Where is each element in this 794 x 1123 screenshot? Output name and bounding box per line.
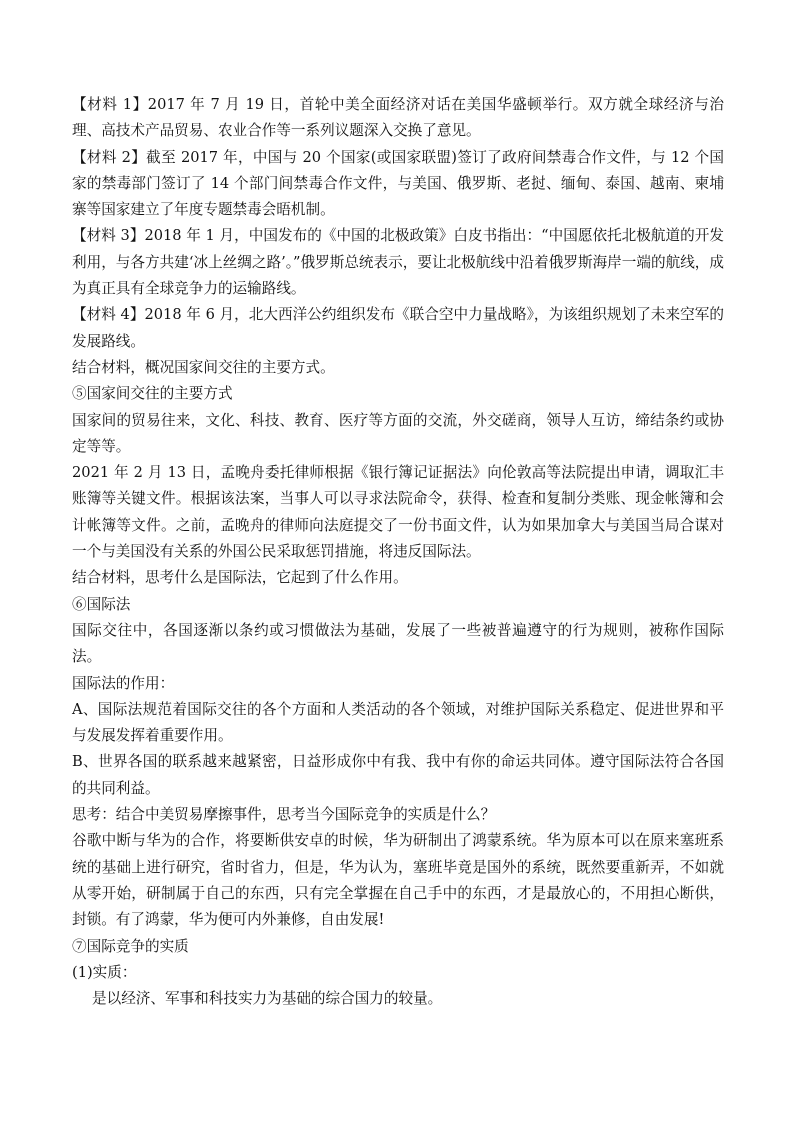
- functions-heading: 国际法的作用：: [72, 674, 175, 692]
- material-4-paragraph: 【材料 4】2018 年 6 月，北大西洋公约组织发布《联合空中力量战略》，为该组织规划了未来空军的发展路线。: [72, 306, 724, 350]
- section-heading-7: ⑦国际竞争的实质: [72, 937, 189, 955]
- definition-international-law: 国际交往中，各国逐渐以条约或习惯做法为基础，发展了一些被普遍遵守的行为规则，被称作国际法。: [72, 621, 724, 666]
- thinking-question: 思考：结合中美贸易摩擦事件，思考当今国际竞争的实质是什么？: [72, 806, 496, 824]
- section-heading-5: ⑤国家间交往的主要方式: [72, 385, 233, 403]
- function-b: B、世界各国的联系越来越紧密，日益形成你中有我、我中有你的命运共同体。遵守国际法符合各国的共同利益。: [72, 753, 724, 797]
- material-2-paragraph: 【材料 2】截至 2017 年，中国与 20 个国家(或国家联盟)签订了政府间禁毒合作文件，与 12 个国家的禁毒部门签订了 14 个部门间禁毒合作文件，与美国、俄罗斯、老挝、缅甸、泰国、越南、柬埔寨等国家建立了年度专题禁毒会晤机制。: [72, 148, 724, 219]
- material-3-paragraph: 【材料 3】2018 年 1 月，中国发布的《中国的北极政策》白皮书指出：“中国愿依托北极航道的开发利用，与各方共建‘冰上丝绸之路’。”俄罗斯总统表示，要让北极航线中沿着俄罗斯海岸一端的航线，成为真正具有全球竞争力的运输路线。: [72, 227, 724, 298]
- huawei-case-paragraph: 谷歌中断与华为的合作，将要断供安卓的时候，华为研制出了鸿蒙系统。华为原本可以在原来塞班系统的基础上进行研究，省时省力，但是，华为认为，塞班毕竟是国外的系统，既然要重新弄，不如就从零开始，研制属于自己的东西，只有完全掌握在自己手中的东西，才是最放心的，不用担心断供，封锁。有了鸿蒙，华为便可内外兼修，自由发展!: [72, 832, 724, 929]
- question-exchange-methods: 结合材料，概况国家间交往的主要方式。: [72, 358, 335, 376]
- case-paragraph-meng: 2021 年 2 月 13 日，孟晚舟委托律师根据《银行簿记证据法》向伦敦高等法院提出申请，调取汇丰账簿等关键文件。根据该法案，当事人可以寻求法院命令，获得、检查和复制分类账、现金帐簿和会计帐簿等文件。之前，孟晚舟的律师向法庭提交了一份书面文件，认为如果加拿大与美国当局合谋对一个与美国没有关系的外国公民采取惩罚措施，将违反国际法。: [72, 464, 724, 561]
- section-heading-6: ⑥国际法: [72, 595, 131, 613]
- essence-subheading: (1)实质：: [72, 963, 137, 981]
- essence-answer: 是以经济、军事和科技实力为基础的综合国力的较量。: [92, 990, 443, 1008]
- answer-exchange-methods: 国家间的贸易往来，文化、科技、教育、医疗等方面的交流，外交磋商，领导人互访，缔结条约或协定等等。: [72, 411, 724, 455]
- question-international-law: 结合材料，思考什么是国际法，它起到了什么作用。: [72, 569, 408, 587]
- function-a: A、国际法规范着国际交往的各个方面和人类活动的各个领域，对维护国际关系稳定、促进世界和平与发展发挥着重要作用。: [72, 700, 724, 745]
- material-1-paragraph: 【材料 1】2017 年 7 月 19 日，首轮中美全面经济对话在美国华盛顿举行。双方就全球经济与治理、高技术产品贸易、农业合作等一系列议题深入交换了意见。: [72, 96, 724, 140]
